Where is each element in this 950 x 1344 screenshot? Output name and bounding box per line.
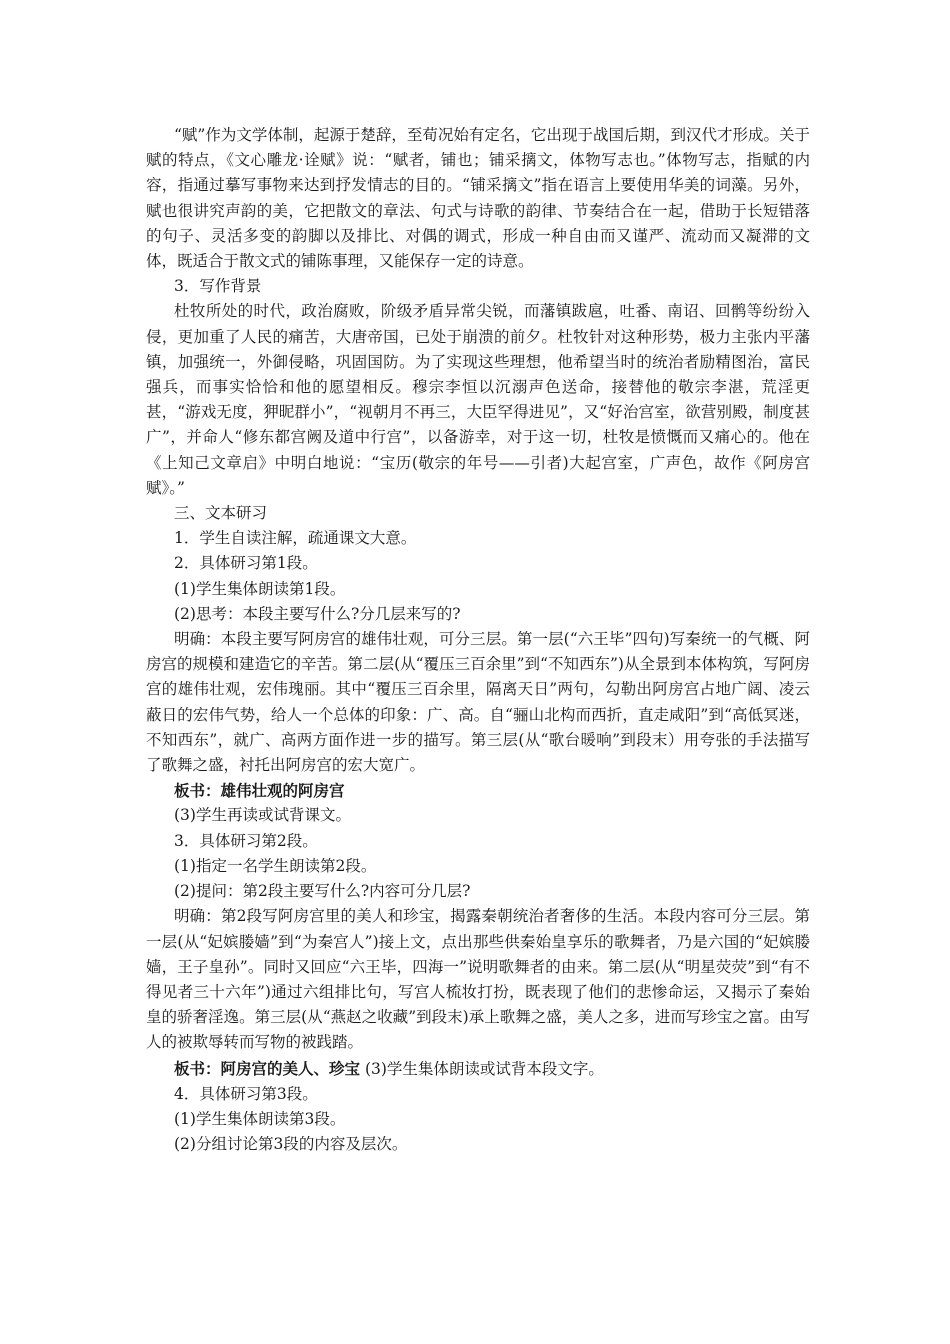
heading-text-study: 三、文本研习: [174, 504, 268, 523]
list-item-reread: (3)学生再读或试背课文。: [174, 806, 351, 825]
list-item-think-para1: (2)思考：本段主要写什么?分几层来写的?: [174, 604, 461, 623]
list-item-study-para1: 2．具体研习第1段。: [174, 554, 318, 573]
paragraph-answer-para1: 明确：本段主要写阿房宫的雄伟壮观，可分三层。第一层(“六王毕”四句)写秦统一的气概、阿房宫的规模和建造它的辛苦。第二层(从“覆压三百余里”到“不知西东”)从全景到本体构筑，写阿房宫的雄伟壮观，宏伟瑰丽。其中“覆压三百余里，隔离天日”两句，勾勒出阿房宫占地广阔、凌云蔽日的宏伟气势，给人一个总体的印象：广、高。自“骊山北构而西折，直走咸阳”到“高低冥迷，不知西东”，就广、高两方面作进一步的描写。第三层(从“歌台暖响”到段末）用夸张的手法描写了歌舞之盛，衬托出阿房宫的宏大宽广。: [146, 630, 810, 775]
board-note-second: 板书：阿房宫的美人、珍宝: [174, 1058, 361, 1078]
list-item-study-para2: 3．具体研习第2段。: [174, 831, 318, 850]
list-item-read-para2: (1)指定一名学生朗读第2段。: [174, 856, 377, 875]
list-item-recite-para2: (3)学生集体朗读或试背本段文字。: [364, 1059, 604, 1078]
paragraph-background: 杜牧所处的时代，政治腐败，阶级矛盾异常尖锐，而藩镇跋扈，吐番、南诏、回鹘等纷纷入侵，更加重了人民的痛苦，大唐帝国，已处于崩溃的前夕。杜牧针对这种形势，极力主张内平藩镇，加强统一，外御侵略，巩固国防。为了实现这些理想，他希望当时的统治者励精图治，富民强兵，而事实恰恰和他的愿望相反。穆宗李恒以沉溺声色送命，接替他的敬宗李湛，荒淫更甚，“游戏无度，狎昵群小”，“视朝月不再三，大臣罕得进见”，又“好治宫室，欲营别殿，制度甚广”，并命人“修东都宫阙及道中行宫”，以备游幸，对于这一切，杜牧是愤慨而又痛心的。他在《上知己文章启》中明白地说：“宝历(敬宗的年号——引者)大起宫室，广声色，故作《阿房宫赋》。”: [146, 302, 810, 497]
list-item-read-para1: (1)学生集体朗读第1段。: [174, 579, 346, 598]
list-item-study-para3: 4．具体研习第3段。: [174, 1084, 318, 1103]
list-item-ask-para2: (2)提问：第2段主要写什么?内容可分几层?: [174, 882, 471, 901]
heading-writing-background: 3．写作背景: [174, 277, 262, 296]
paragraph-answer-para2: 明确：第2段写阿房宫里的美人和珍宝，揭露秦朝统治者奢侈的生活。本段内容可分三层。第一层(从“妃嫔媵嫱”到“为秦宫人”)接上文，点出那些供秦始皇享乐的歌舞者，乃是六国的“妃嫔媵嫱，王子皇孙”。同时又回应“六王毕，四海一”说明歌舞者的由来。第二层(从“明星荧荧”到“有不得见者三十六年”)通过六组排比句，写宫人梳妆打扮，既表现了他们的悲惨命运，又揭示了秦始皇的骄奢淫逸。第三层(从“燕赵之收藏”到段末)承上歌舞之盛，美人之多，进而写珍宝之富。由写人的被欺辱转而写物的被践踏。: [146, 907, 810, 1052]
list-item-self-read: 1．学生自读注解，疏通课文大意。: [174, 529, 417, 548]
list-item-read-para3: (1)学生集体朗读第3段。: [174, 1109, 346, 1128]
document-body: [146, 123, 810, 1157]
board-note-second-line: [146, 1056, 810, 1082]
board-note-first: 板书：雄伟壮观的阿房宫: [174, 781, 345, 801]
list-item-discuss-para3: (2)分组讨论第3段的内容及层次。: [174, 1135, 408, 1154]
paragraph-fu-genre: “赋”作为文学体制，起源于楚辞，至荀况始有定名，它出现于战国后期，到汉代才形成。关于赋的特点，《文心雕龙·诠赋》说：“赋者，铺也；铺采摛文，体物写志也。”体物写志，指赋的内容，指通过摹写事物来达到抒发情志的目的。“铺采摛文”指在语言上要使用华美的词藻。另外，赋也很讲究声韵的美，它把散文的章法、句式与诗歌的韵律、节奏结合在一起，借助于长短错落的句子、灵活多变的韵脚以及排比、对偶的调式，形成一种自由而又谨严、流动而又凝滞的文体，既适合于散文式的铺陈事理，又能保存一定的诗意。: [146, 126, 810, 271]
